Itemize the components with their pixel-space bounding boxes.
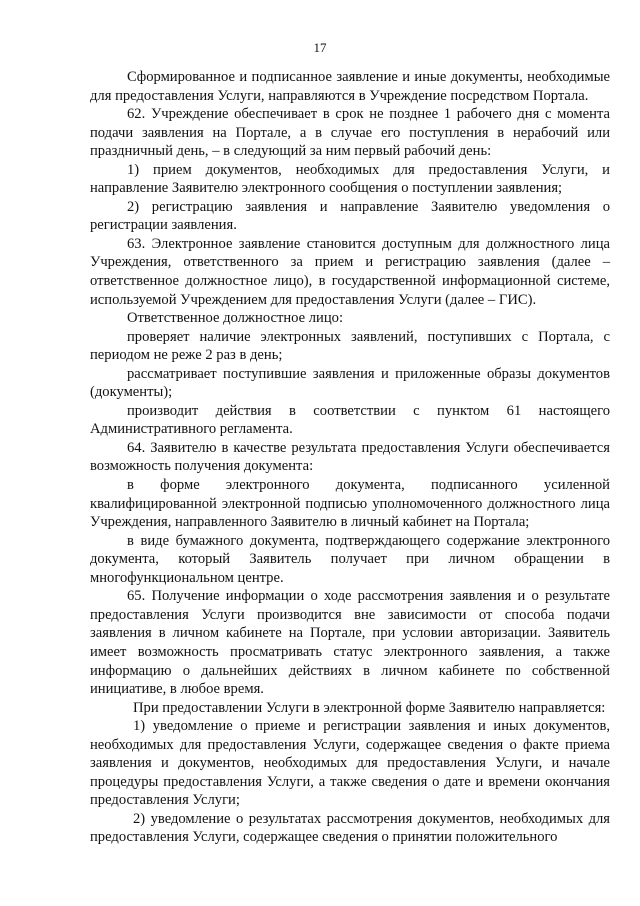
list-item: производит действия в соответствии с пунктом 61 настоящего Административного регламента. xyxy=(90,402,610,438)
document-body xyxy=(90,68,610,847)
paragraph: 65. Получение информации о ходе рассмотрения заявления и о результате предоставления Услуги производится вне зависимости от способа подачи заявления в личном кабинете на Портале, при условии авторизации. Заявитель имеет возможность просматривать статус электронного заявления, а также информацию о дальнейших действиях в личном кабинете по собственной инициативе, в любое время. xyxy=(90,588,610,698)
list-item: в форме электронного документа, подписанного усиленной квалифицированной электронной подписью уполномоченного должностного лица Учреждения, направленного Заявителю в личный кабинет на Портала; xyxy=(90,477,610,531)
list-item: рассматривает поступившие заявления и приложенные образы документов (документы); xyxy=(90,365,610,401)
list-item: 1) уведомление о приеме и регистрации заявления и иных документов, необходимых для предоставления Услуги, содержащее сведения о факте приема заявления и документов, необходимых для предоставления Услуги, и начале процедуры предоставления Услуги, а также сведения о дате и времени окончания предоставления Услуги; xyxy=(90,718,610,809)
list-item: в виде бумажного документа, подтверждающего содержание электронного документа, который Заявитель получает при личном обращении в многофункциональном центре. xyxy=(90,532,610,586)
list-item: 1) прием документов, необходимых для предоставления Услуги, и направление Заявителю электронного сообщения о поступлении заявления; xyxy=(90,161,610,197)
paragraph: 64. Заявителю в качестве результата предоставления Услуги обеспечивается возможность получения документа: xyxy=(90,439,610,475)
paragraph: 62. Учреждение обеспечивает в срок не позднее 1 рабочего дня с момента подачи заявления на Портале, а в случае его поступления в нерабочий или праздничный день, – в следующий за ним первый рабочий день: xyxy=(90,106,610,160)
list-item: 2) регистрацию заявления и направление Заявителю уведомления о регистрации заявления. xyxy=(90,198,610,234)
paragraph: 63. Электронное заявление становится доступным для должностного лица Учреждения, ответственного за прием и регистрацию заявления (далее – ответственное должностное лицо), в государственной информационной системе, используемой Учреждением для предоставления Услуги (далее – ГИС). xyxy=(90,235,610,308)
list-item: 2) уведомление о результатах рассмотрения документов, необходимых для предоставления Услуги, содержащее сведения о принятии положительного xyxy=(90,810,610,846)
list-item: проверяет наличие электронных заявлений, поступивших с Портала, с периодом не реже 2 раз в день; xyxy=(90,328,610,364)
paragraph: Ответственное должностное лицо: xyxy=(127,310,343,327)
paragraph: Сформированное и подписанное заявление и иные документы, необходимые для предоставления Услуги, направляются в Учреждение посредством Портала. xyxy=(90,69,610,104)
page-number: 17 xyxy=(313,40,327,55)
paragraph: При предоставлении Услуги в электронной форме Заявителю направляется: xyxy=(133,699,606,716)
